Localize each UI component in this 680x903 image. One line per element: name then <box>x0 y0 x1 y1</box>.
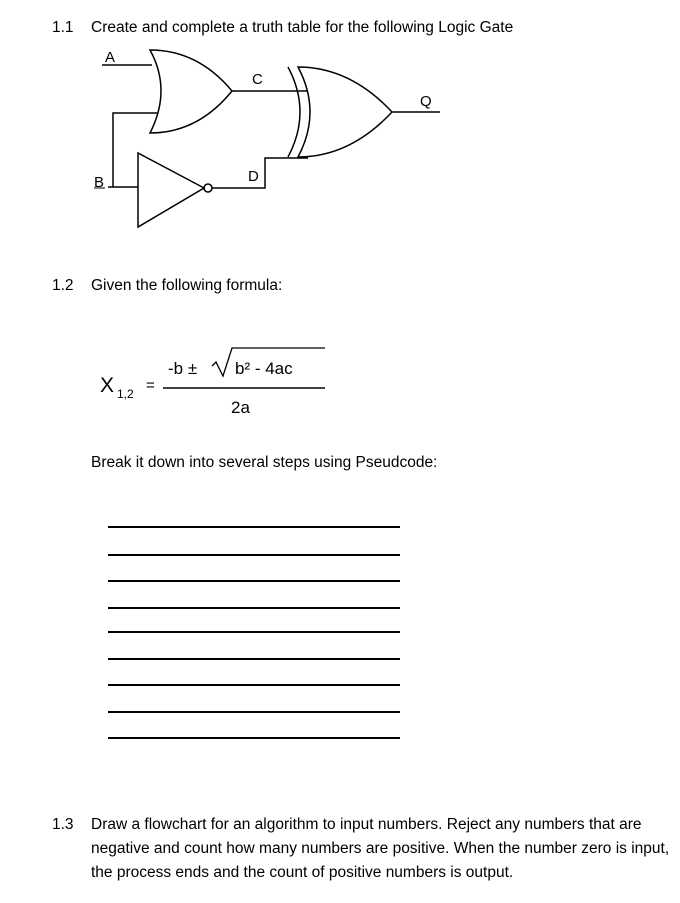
answer-line[interactable] <box>108 554 400 556</box>
answer-line[interactable] <box>108 684 400 686</box>
answer-line[interactable] <box>108 658 400 660</box>
answer-line[interactable] <box>108 580 400 582</box>
formula-x: X <box>100 374 115 397</box>
answer-line[interactable] <box>108 737 400 739</box>
xor-gate-body <box>298 67 392 157</box>
question-number: 1.1 <box>52 19 74 36</box>
formula-numerator-radicand: b² - 4ac <box>235 359 293 378</box>
xor-gate-back-curve <box>288 67 300 157</box>
input-b-wire-to-or <box>108 113 158 187</box>
formula-denominator: 2a <box>231 398 250 417</box>
question-text: Given the following formula: <box>91 277 283 294</box>
formula-subscript: 1,2 <box>117 387 134 401</box>
quadratic-formula <box>95 340 335 420</box>
label-c: C <box>252 71 263 88</box>
question-text: Create and complete a truth table for the following Logic Gate <box>91 19 514 36</box>
answer-line[interactable] <box>108 526 400 528</box>
question-number: 1.2 <box>52 277 74 294</box>
or-gate-1 <box>150 50 232 133</box>
question-number: 1.3 <box>52 816 74 833</box>
answer-line[interactable] <box>108 631 400 633</box>
label-a: A <box>105 49 116 66</box>
instruction-text: Break it down into several steps using Pseudcode: <box>91 454 438 471</box>
logic-circuit-diagram <box>80 45 460 240</box>
not-gate <box>138 153 204 227</box>
label-b: B <box>94 174 105 191</box>
question-text: Draw a flowchart for an algorithm to input numbers. Reject any numbers that are negative and count how many numbers are positive. When the number zero is input, the process ends and the count of positive numbers is output. <box>91 816 670 881</box>
answer-line[interactable] <box>108 711 400 713</box>
formula-equals: = <box>146 377 155 394</box>
answer-line[interactable] <box>108 607 400 609</box>
label-d: D <box>248 168 259 185</box>
formula-numerator-left: -b ± <box>168 359 198 378</box>
wire-d <box>212 158 308 188</box>
label-q: Q <box>420 93 432 110</box>
